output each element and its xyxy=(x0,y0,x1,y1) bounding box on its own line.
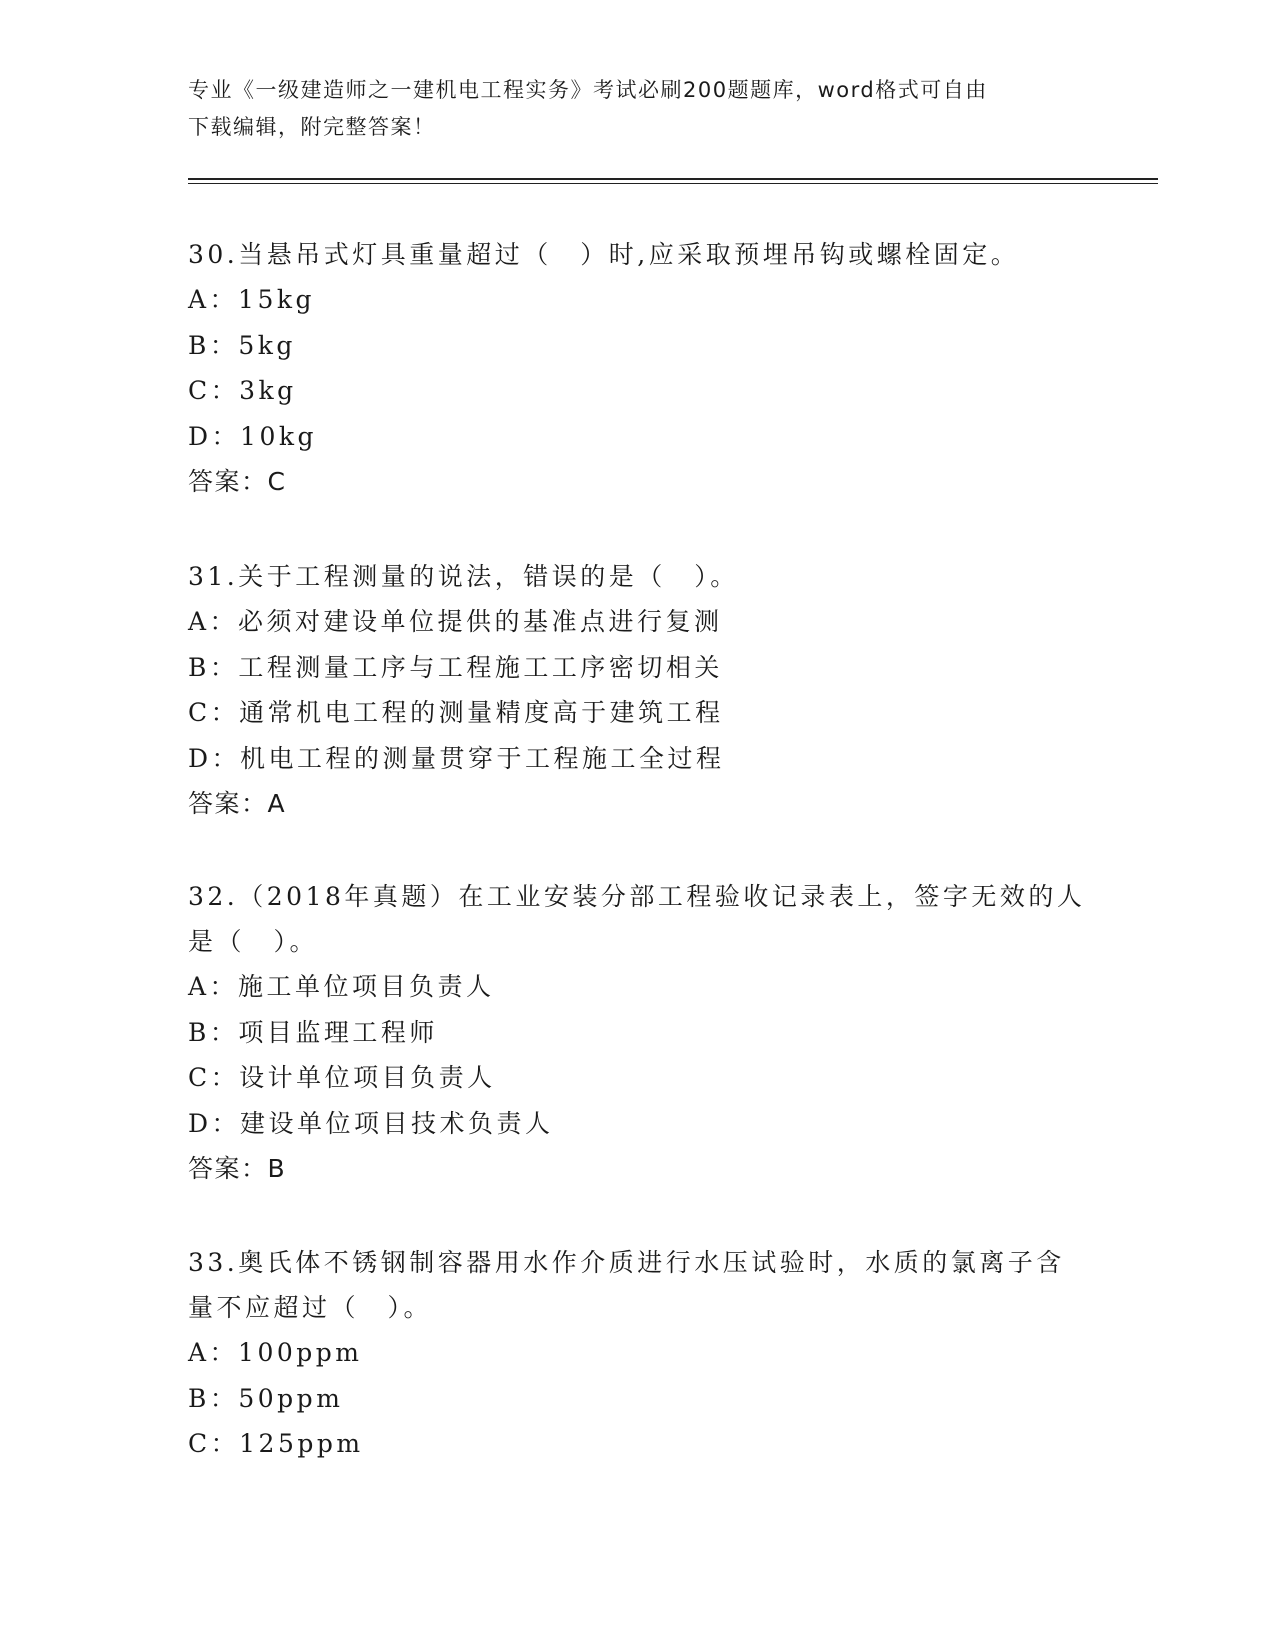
option-b: B：50ppm xyxy=(188,1383,344,1413)
option-c: C：通常机电工程的测量精度高于建筑工程 xyxy=(188,698,724,727)
question-title-line-1: 33.奥氏体不锈钢制容器用水作介质进行水压试验时，水质的氯离子含 xyxy=(188,1248,1065,1277)
question-title: 30.当悬吊式灯具重量超过（ ）时,应采取预埋吊钩或螺栓固定。 xyxy=(188,240,1020,269)
answer-label: 答案：A xyxy=(188,789,287,818)
option-a: A：施工单位项目负责人 xyxy=(188,972,495,1001)
question-30 xyxy=(188,232,1088,504)
question-32 xyxy=(188,874,1088,1191)
option-b: B：工程测量工序与工程施工工序密切相关 xyxy=(188,652,723,682)
question-33 xyxy=(188,1240,1088,1467)
intro-line-2: 下载编辑，附完整答案！ xyxy=(188,115,436,139)
question-title-line-2: 是（ ）。 xyxy=(188,927,319,956)
question-31 xyxy=(188,554,1088,826)
option-a: A：必须对建设单位提供的基准点进行复测 xyxy=(188,607,723,636)
option-d: D：建设单位项目技术负责人 xyxy=(188,1108,554,1138)
option-c: C：设计单位项目负责人 xyxy=(188,1063,496,1092)
option-a: A：15kg xyxy=(188,285,316,314)
question-title: 31.关于工程测量的说法，错误的是（ ）。 xyxy=(188,562,739,591)
option-d: D：机电工程的测量贯穿于工程施工全过程 xyxy=(188,743,725,773)
option-b: B：项目监理工程师 xyxy=(188,1017,438,1047)
question-title-line-1: 32.（2018年真题）在工业安装分部工程验收记录表上，签字无效的人 xyxy=(188,882,1086,911)
intro-line-1: 专业《一级建造师之一建机电工程实务》考试必刷200题题库，word格式可自由 xyxy=(188,78,988,102)
question-title-line-2: 量不应超过（ ）。 xyxy=(188,1293,433,1322)
answer-label: 答案：C xyxy=(188,467,287,496)
option-d: D：10kg xyxy=(188,421,318,451)
answer-label: 答案：B xyxy=(188,1154,287,1183)
option-a: A：100ppm xyxy=(188,1338,363,1367)
document-intro xyxy=(188,72,1088,146)
option-c: C：3kg xyxy=(188,376,297,405)
option-b: B：5kg xyxy=(188,330,296,360)
option-c: C：125ppm xyxy=(188,1429,364,1458)
header-divider xyxy=(188,178,1158,184)
